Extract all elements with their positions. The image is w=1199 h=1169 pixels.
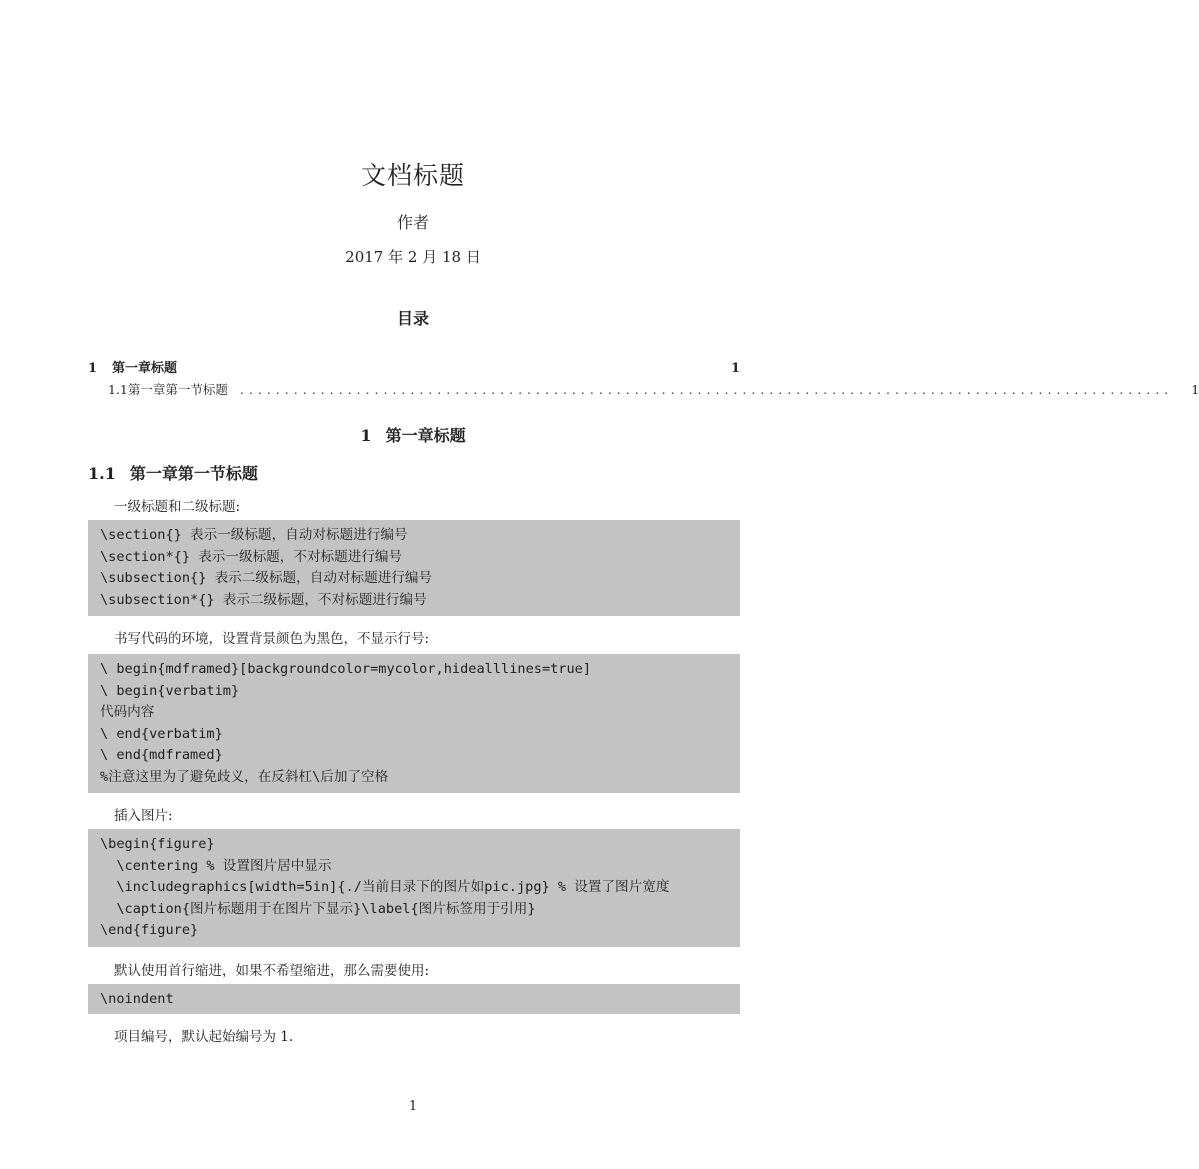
code-block [88, 984, 740, 1014]
toc-entry-number: 1.1 [108, 382, 128, 397]
code-block [88, 829, 740, 947]
document-date: 2017 年 2 月 18 日 [345, 248, 481, 266]
code-line: \section{} 表示一级标题，自动对标题进行编号 [100, 527, 408, 543]
code-block [88, 520, 740, 616]
code-line: \subsection{} 表示二级标题，自动对标题进行编号 [100, 570, 433, 587]
code-line: \section*{} 表示一级标题，不对标题进行编号 [100, 548, 403, 565]
code-line: \ begin{verbatim} [100, 682, 240, 699]
toc-heading: 目录 [396, 309, 429, 328]
code-line: \ end{verbatim} [100, 725, 223, 742]
code-line: 代码内容 [100, 704, 155, 721]
code-line: \ begin{mdframed}[backgroundcolor=mycolor,hidealllines=true] [100, 661, 592, 677]
paragraph: 默认使用首行缩进，如果不希望缩进，那么需要使用: [114, 963, 430, 979]
subsection-title-text: 第一章第一节标题 [129, 464, 258, 483]
paragraph: 书写代码的环境，设置背景颜色为黑色，不显示行号: [114, 631, 430, 647]
code-line: \includegraphics[width=5in]{./当前目录下的图片如pic.jpg} % 设置了图片宽度 [100, 879, 670, 896]
code-line: \ end{mdframed} [100, 747, 223, 764]
toc-entry-section[interactable] [88, 357, 740, 376]
code-line: \centering % 设置图片居中显示 [100, 857, 332, 874]
subsection-number: 1.1 [88, 464, 116, 483]
toc-entry-title: 第一章标题 [112, 361, 178, 376]
section-heading [0, 423, 826, 446]
code-line: %注意这里为了避免歧义，在反斜杠\后加了空格 [100, 768, 389, 785]
code-line: \end{figure} [100, 922, 199, 939]
paragraph: 一级标题和二级标题: [114, 499, 241, 515]
document-author: 作者 [396, 213, 429, 232]
subsection-heading [88, 461, 258, 484]
section-title-text: 第一章标题 [385, 426, 466, 445]
toc-entry-title: 第一章第一节标题 [127, 382, 228, 397]
code-line: \caption{图片标题用于在图片下显示}\label{图片标签用于引用} [100, 900, 536, 917]
toc-entry-number: 1 [88, 361, 98, 376]
toc-entry-leader-dots: ........................................................................................................ [239, 382, 1174, 397]
toc-entry-subsection[interactable] [108, 380, 1199, 398]
paragraph: 项目编号，默认起始编号为 1. [114, 1029, 294, 1045]
page-number: 1 [408, 1099, 418, 1114]
toc-entry-page: 1 [730, 361, 740, 376]
toc-entry-page: 1 [1191, 382, 1199, 397]
document-title: 文档标题 [360, 161, 465, 190]
code-line: \noindent [100, 991, 174, 1007]
section-number: 1 [360, 426, 372, 445]
paragraph: 插入图片: [114, 808, 173, 824]
code-block [88, 654, 740, 793]
code-line: \subsection*{} 表示二级标题，不对标题进行编号 [100, 591, 427, 608]
code-line: \begin{figure} [100, 836, 215, 852]
